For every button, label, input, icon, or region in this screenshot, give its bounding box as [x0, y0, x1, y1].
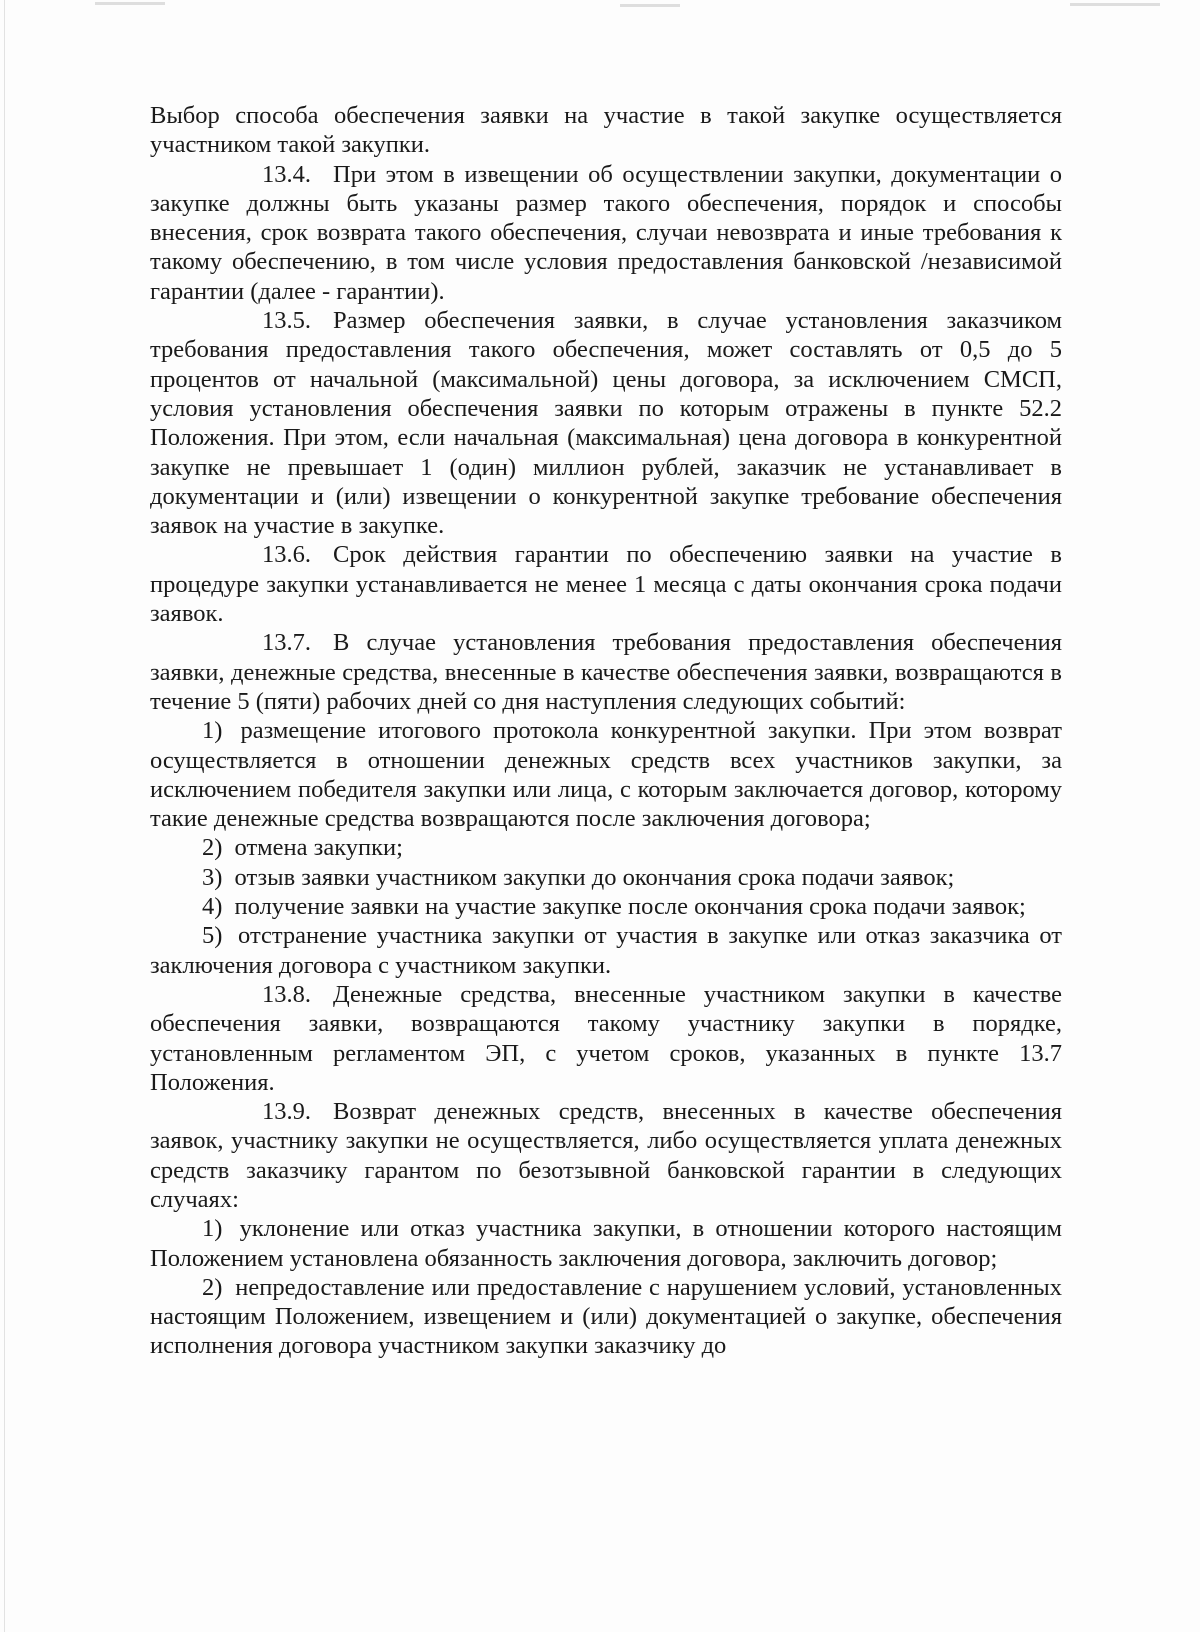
clause-text: Срок действия гарантии по обеспечению заявки на участие в процедуре закупки устанавливается не менее 1 месяца с даты окончания срока подачи заявок. [150, 541, 1062, 628]
clause-13-7 [150, 628, 1062, 716]
list-item-text: непредоставление или предоставление с нарушением условий, установленных настоящим Положением, извещением и (или) документацией о закупке, обеспечения исполнения договора участником закупки заказчику до [150, 1273, 1063, 1360]
scan-artifact [95, 2, 165, 5]
clause-text: Возврат денежных средств, внесенных в качестве обеспечения заявок, участнику закупки не осуществляется, либо осуществляется уплата денежных средств заказчику гарантом по безотзывной банковской гарантии в следующих случаях: [150, 1098, 1062, 1213]
list-item [150, 1214, 1062, 1273]
clause-13-8 [150, 980, 1062, 1097]
document-body [150, 101, 1062, 1361]
list-item-text: уклонение или отказ участника закупки, в отношении которого настоящим Положением установлена обязанность заключения договора, заключить договор; [150, 1215, 1063, 1272]
list-item [150, 892, 1062, 921]
list-item [150, 921, 1062, 980]
paragraph [150, 101, 1062, 160]
clause-13-9 [150, 1097, 1062, 1214]
list-item-text: размещение итогового протокола конкурентной закупки. При этом возврат осуществляется в отношении денежных средств всех участников закупки, за исключением победителя закупки или лица, с которым заключается договор, которому такие денежные средства возвращаются после заключения договора; [150, 717, 1062, 833]
clause-text: В случае установления требования предоставления обеспечения заявки, денежные средства, внесенные в качестве обеспечения заявки, возвращаются в течение 5 (пяти) рабочих дней со дня наступления следующих событий: [150, 629, 1062, 715]
list-item [150, 1273, 1062, 1361]
list-item-number: 1) [202, 1215, 223, 1243]
list-item-number: 5) [202, 922, 223, 950]
paragraph-text: Выбор способа обеспечения заявки на участие в такой закупке осуществляется участником такой закупки. [150, 102, 1062, 159]
clause-number: 13.8. [262, 980, 311, 1008]
clause-text: Денежные средства, внесенные участником закупки в качестве обеспечения заявки, возвращаются такому участнику закупки в порядке, установленным регламентом ЭП, с учетом сроков, указанных в пункте 13.7 Положения. [150, 980, 1062, 1096]
clause-number: 13.5. [262, 307, 311, 335]
scan-artifact [1070, 3, 1160, 6]
clause-number: 13.9. [262, 1098, 311, 1126]
clause-13-5 [150, 306, 1062, 540]
list-item-text: получение заявки на участие закупке после окончания срока подачи заявок; [234, 893, 1026, 921]
list-item-text: отмена закупки; [234, 834, 403, 862]
clause-text: Размер обеспечения заявки, в случае установления заказчиком требования предоставления такого обеспечения, может составлять от 0,5 до 5 процентов от начальной (максимальной) цены договора, за исключением СМСП, условия установления обеспечения заявки по которым отражены в пункте 52.2 Положения. При этом, если начальная (максимальная) цена договора в конкурентной закупке не превышает 1 (один) миллион рублей, заказчик не устанавливает в документации и (или) извещении о конкурентной закупке требование обеспечения заявок на участие в закупке. [150, 307, 1062, 540]
list-item-number: 1) [202, 717, 223, 745]
list-item [150, 833, 1062, 862]
clause-number: 13.6. [262, 541, 311, 569]
clause-13-4 [150, 160, 1062, 306]
list-item-number: 4) [202, 893, 223, 921]
list-item-number: 3) [202, 863, 223, 891]
list-item-number: 2) [202, 834, 223, 862]
list-item [150, 716, 1062, 833]
clause-text: При этом в извещении об осуществлении закупки, документации о закупке должны быть указаны размер такого обеспечения, порядок и способы внесения, срок возврата такого обеспечения, случаи невозврата и иные требования к такому обеспечению, в том числе условия предоставления банковской /независимой гарантии (далее - гарантии). [150, 160, 1062, 305]
list-item-text: отстранение участника закупки от участия в закупке или отказ заказчика от заключения договора с участником закупки. [150, 922, 1063, 979]
clause-number: 13.7. [262, 629, 311, 657]
list-item [150, 863, 1062, 892]
scan-edge-line [4, 0, 5, 1632]
clause-13-6 [150, 540, 1062, 628]
scan-artifact [620, 4, 680, 7]
clause-number: 13.4. [262, 160, 311, 188]
list-item-text: отзыв заявки участником закупки до окончания срока подачи заявок; [234, 863, 955, 891]
list-item-number: 2) [202, 1273, 223, 1301]
